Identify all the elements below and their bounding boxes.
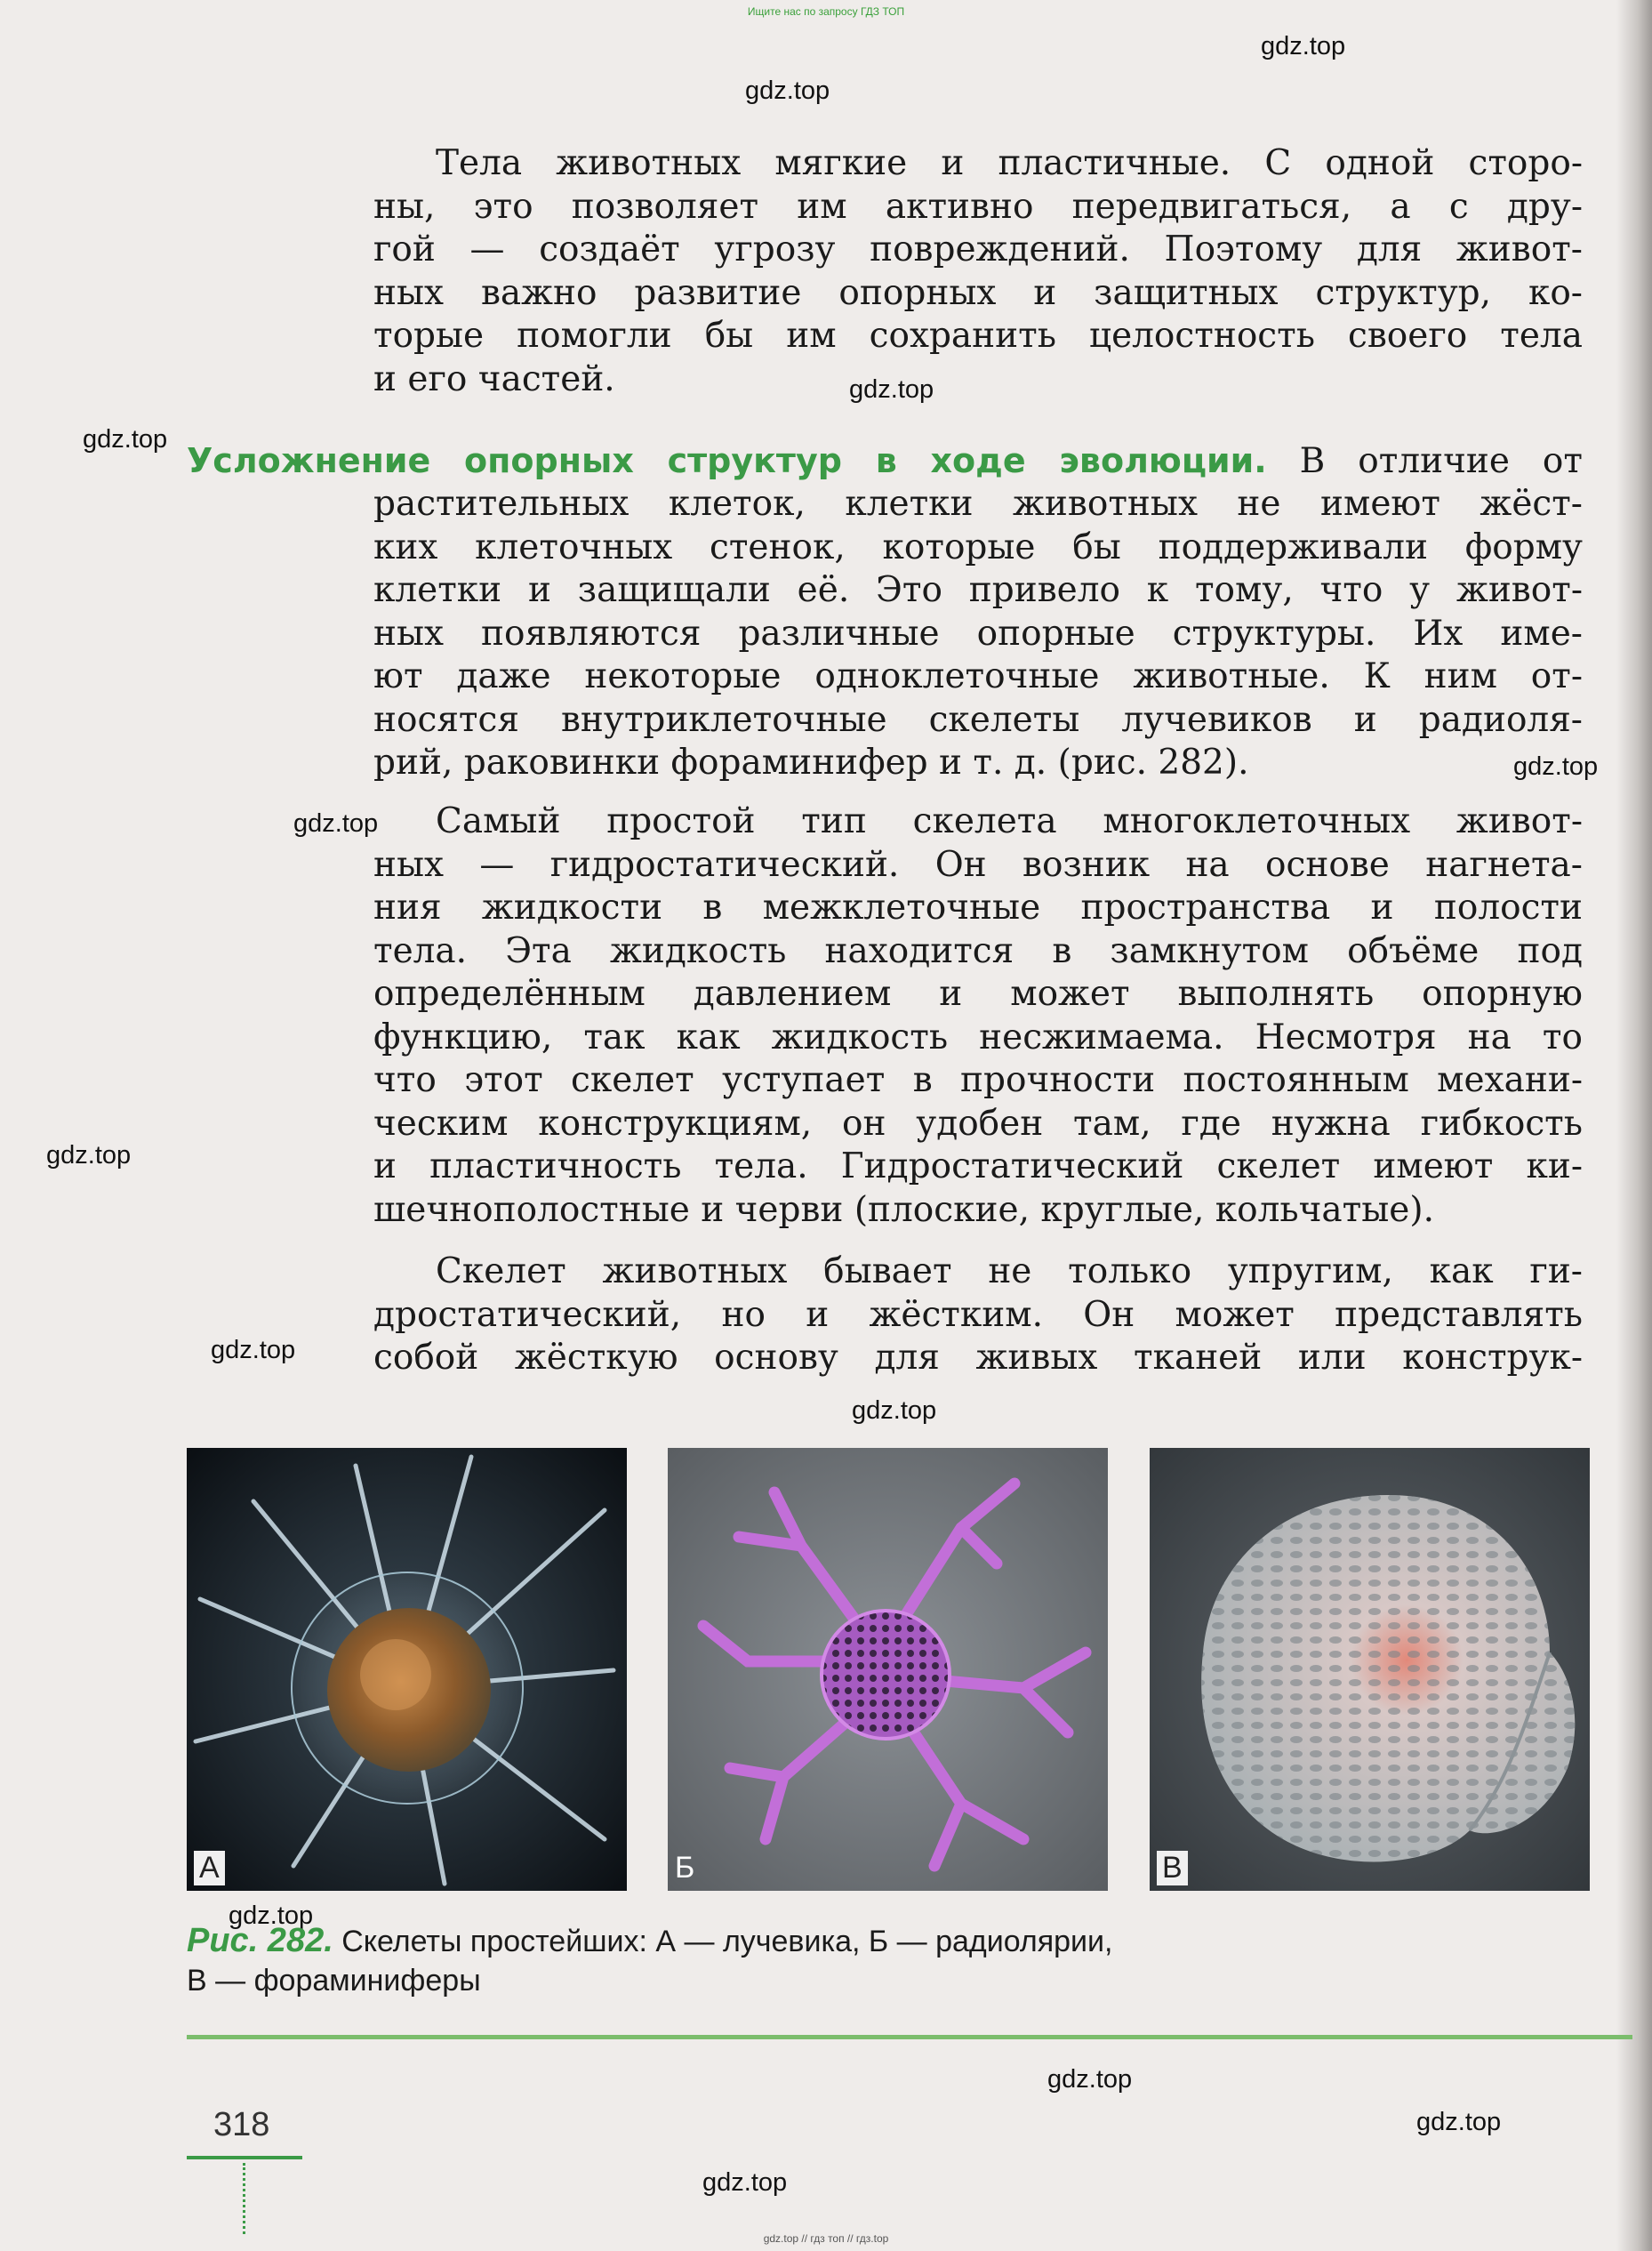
section-heading: Усложнение опорных структур в ходе эволюции. xyxy=(187,441,1267,480)
watermark: gdz.top xyxy=(1261,32,1346,60)
watermark: gdz.top xyxy=(1047,2065,1133,2094)
luchevik-image xyxy=(187,1448,627,1891)
watermark: gdz.top xyxy=(849,375,934,404)
watermark: gdz.top xyxy=(1416,2108,1502,2136)
watermark: gdz.top xyxy=(745,76,830,105)
figure-a-luchevik xyxy=(187,1448,627,1891)
bottom-note: gdz.top // гдз топ // гдз.top xyxy=(763,2232,889,2245)
paragraph-intro: Тела животных мягкие и пластичные. С одной сторо- ны, это позволяет им активно передвигаться, а с дру- гой — создаёт угрозу повреждений. Поэтому для живот- ных важно развитие опорных и защитных структур, ко- торые помогли бы им сохранить целостность своего тела и его частей. xyxy=(373,143,1583,399)
radiolaria-image xyxy=(668,1448,1108,1891)
paragraph2-start: В отличие от xyxy=(1299,441,1583,481)
paragraph-rigid-skeleton: Скелет животных бывает не только упругим, как ги- дростатический, но и жёстким. Он может представлять собой жёсткую основу для живых тканей или конструк- xyxy=(373,1251,1583,1378)
paragraph-hydrostatic: Самый простой тип скелета многоклеточных живот- ных — гидростатический. Он возник на основе нагнета- ния жидкости в межклеточные пространства и полости тела. Эта жидкость находится в замкнутом объёме под определённым давлением и может выполнять опорную функцию, так как жидкость несжимаема. Несмотря на то что этот скелет уступает в прочности постоянным механи- ческим конструкциям, он удобен там, где нужна гибкость и пластичность тела. Гидростатический скелет имеют ки- шечнополостные и черви (плоские, круглые, кольчатые). xyxy=(373,801,1583,1230)
watermark: gdz.top xyxy=(852,1396,937,1425)
watermark: gdz.top xyxy=(1513,752,1599,781)
caption-line-1: Скелеты простейших: А — лучевика, Б — радиолярии, xyxy=(341,1925,1113,1958)
figure-b-radiolaria xyxy=(668,1448,1108,1891)
figure-number: Рис. 282. xyxy=(187,1922,333,1959)
page-number: 318 xyxy=(213,2106,270,2143)
figure-b-label: Б xyxy=(675,1851,695,1885)
bottom-rule xyxy=(187,2035,1632,2039)
page-number-dots xyxy=(243,2163,245,2234)
paragraph-evolution: растительных клеток, клетки животных не имеют жёст- ких клеточных стенок, которые бы поддерживали форму клетки и защищали её. Это привело к тому, что у живот- ных появляются различные опорные структуры. Их име- ют даже некоторые одноклеточные животные. К ним от- носятся внутриклеточные скелеты лучевиков и радиоля- рий, раковинки фораминифер и т. д. (рис. 282). xyxy=(373,484,1583,783)
figure-caption xyxy=(187,1921,1431,2000)
foraminifera-image xyxy=(1150,1448,1590,1891)
watermark: gdz.top xyxy=(702,2168,788,2197)
watermark: gdz.top xyxy=(229,1901,314,1930)
watermark: gdz.top xyxy=(211,1336,296,1364)
top-note: Ищите нас по запросу ГДЗ ТОП xyxy=(747,5,905,18)
figure-c-foraminifera xyxy=(1150,1448,1590,1891)
watermark: gdz.top xyxy=(83,425,168,454)
figure-a-label: А xyxy=(194,1851,225,1885)
figure-c-label: В xyxy=(1157,1851,1188,1885)
section-heading-line xyxy=(187,439,1583,484)
page-number-underline xyxy=(187,2156,302,2159)
watermark: gdz.top xyxy=(293,809,379,838)
caption-line-2: В — фораминиферы xyxy=(187,1964,481,1998)
watermark: gdz.top xyxy=(46,1141,132,1170)
page-edge-shadow xyxy=(1616,0,1652,2251)
